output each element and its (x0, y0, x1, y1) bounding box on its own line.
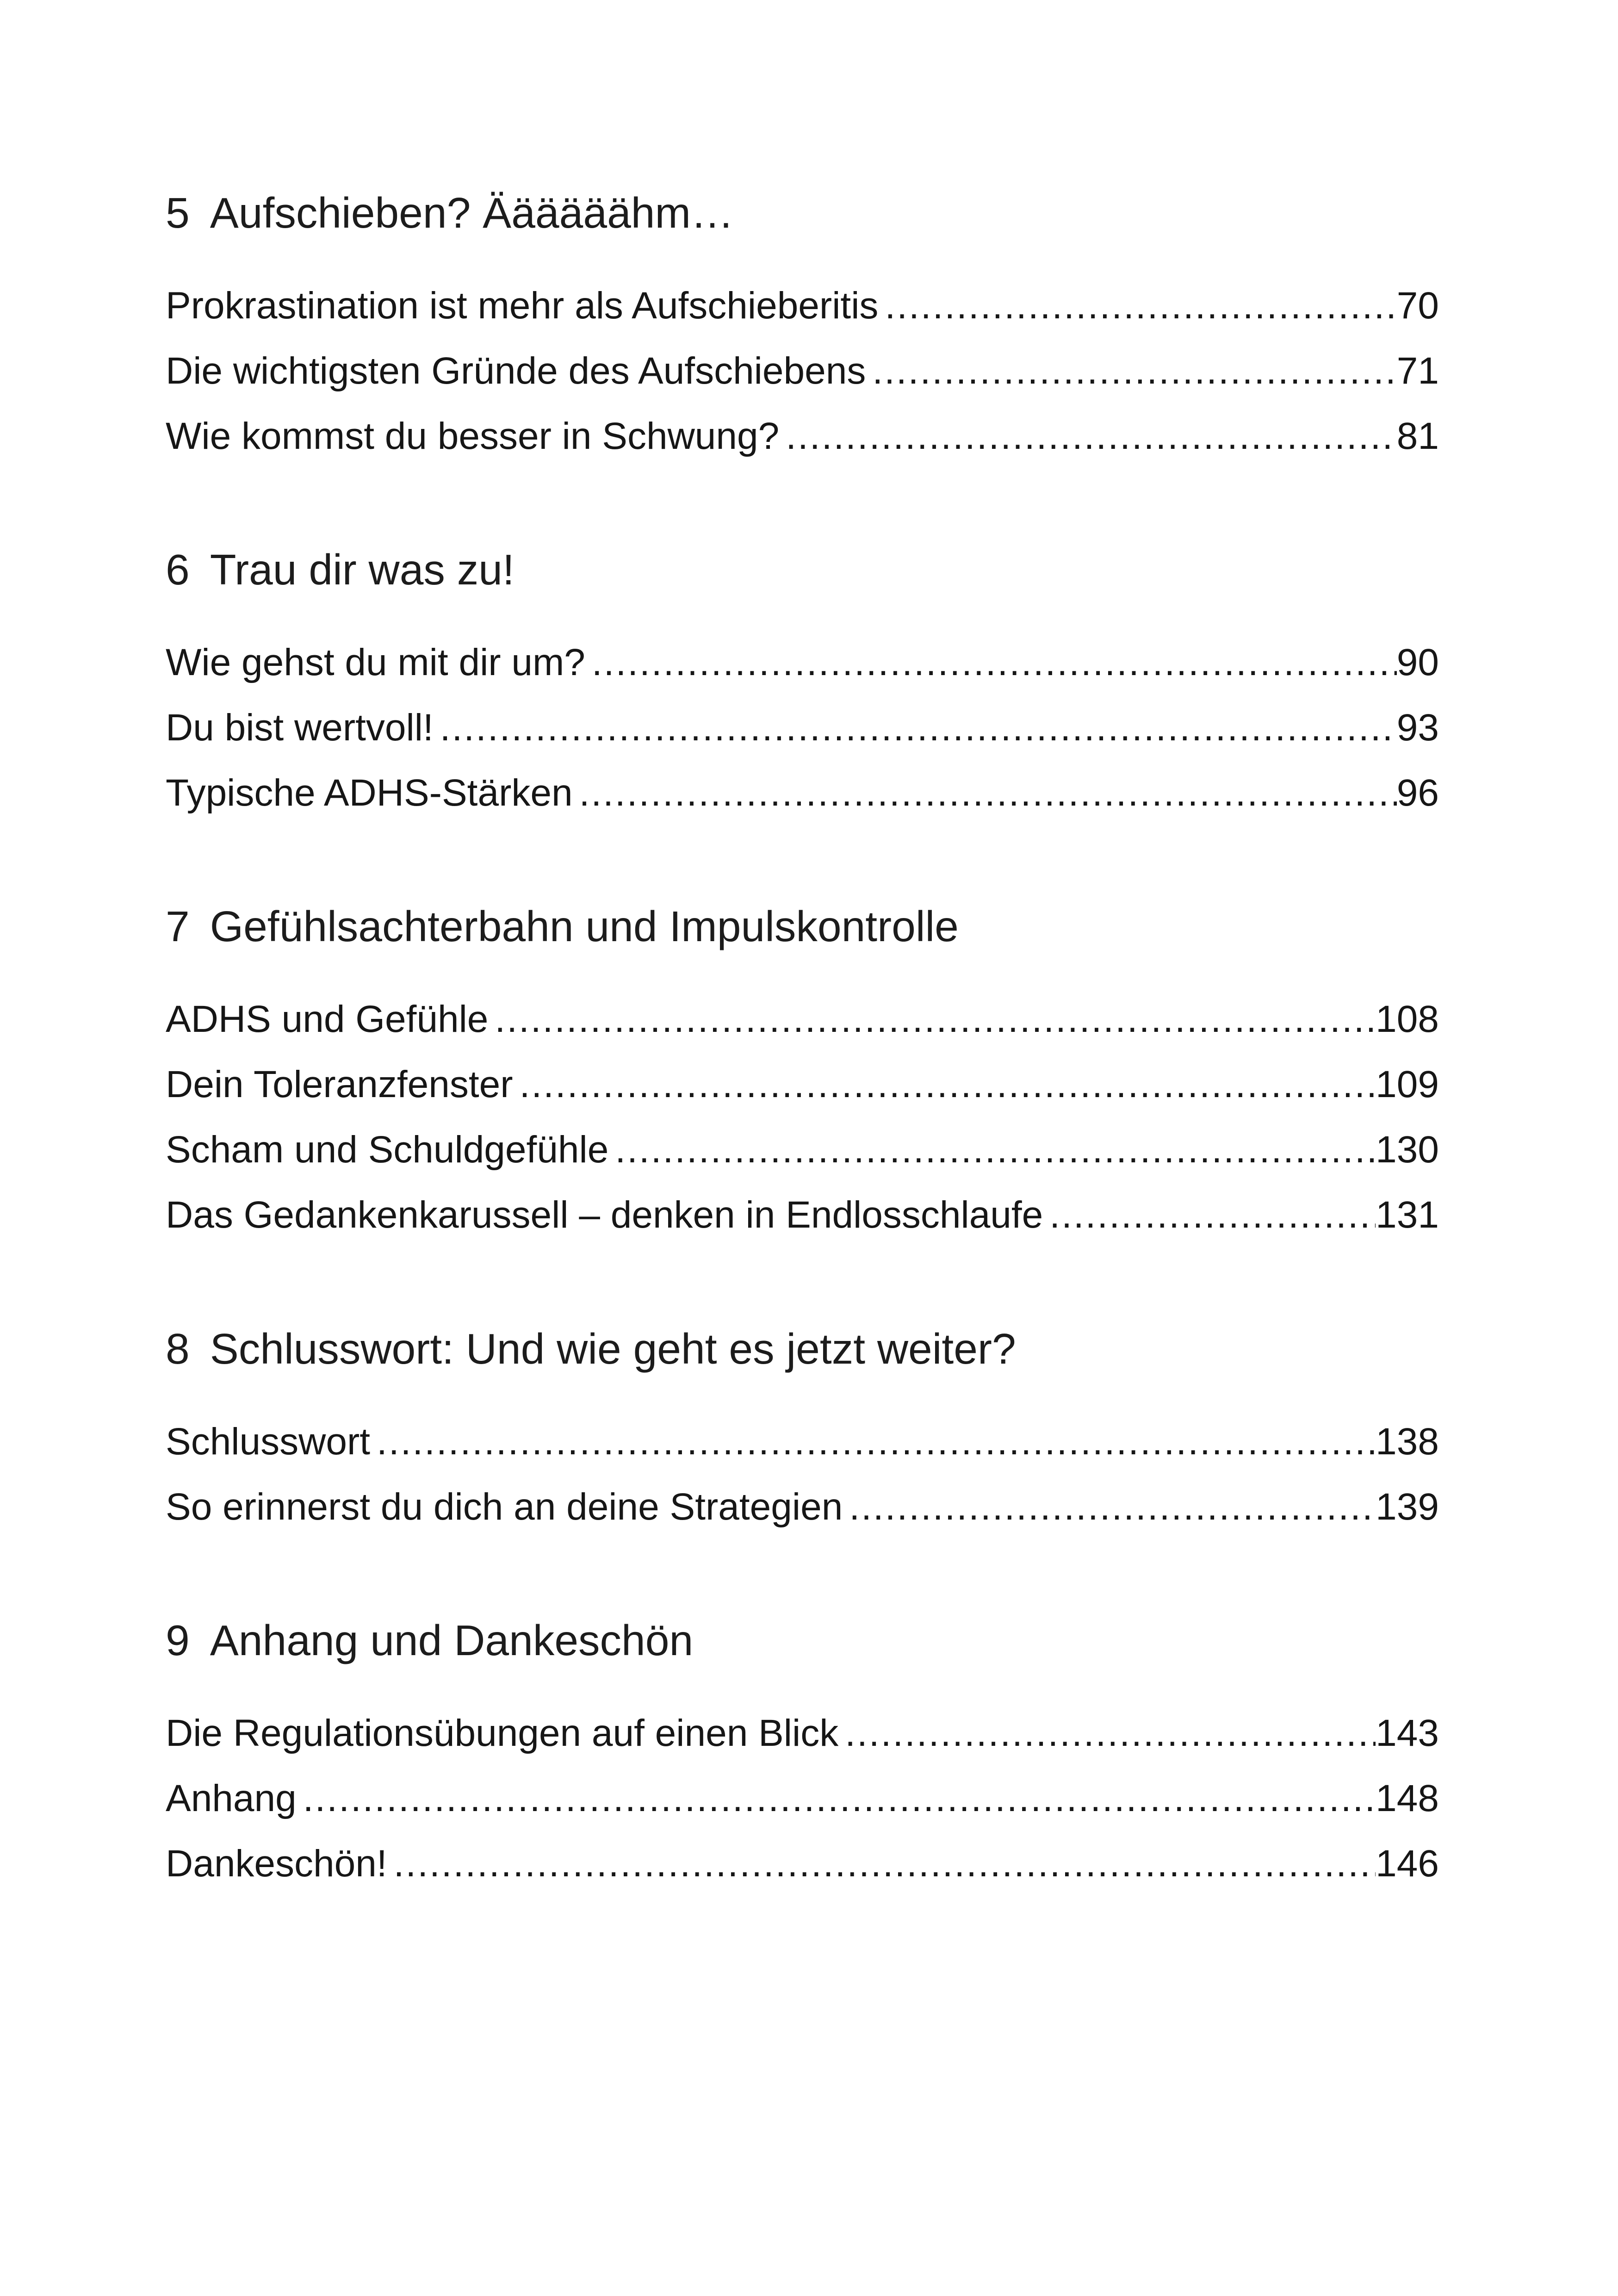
entry-label: Die Regulationsübungen auf einen Blick (166, 1712, 839, 1754)
entry-label: Dein Toleranzfenster (166, 1063, 513, 1105)
chapter-number: 8 (166, 1325, 190, 1373)
dot-leader (370, 1409, 1376, 1474)
toc-entry[interactable] (166, 1474, 1439, 1539)
entry-label: ADHS und Gefühle (166, 998, 489, 1040)
toc-entry[interactable] (166, 403, 1439, 469)
chapter-entries (166, 1409, 1439, 1539)
toc-entry[interactable] (166, 1831, 1439, 1896)
toc-entry[interactable] (166, 630, 1439, 695)
entry-label: Wie kommst du besser in Schwung? (166, 415, 780, 457)
entry-page-number: 96 (1396, 772, 1439, 814)
entry-page-number: 146 (1376, 1843, 1439, 1885)
toc-entry[interactable] (166, 1052, 1439, 1117)
toc-entry[interactable] (166, 273, 1439, 338)
entry-page-number: 93 (1396, 707, 1439, 749)
dot-leader (878, 273, 1396, 338)
dot-leader (488, 987, 1376, 1052)
chapter-title: Anhang und Dankeschön (210, 1616, 694, 1664)
dot-leader (297, 1766, 1376, 1831)
entry-page-number: 148 (1376, 1777, 1439, 1819)
dot-leader (838, 1700, 1376, 1766)
entry-page-number: 70 (1396, 285, 1439, 327)
entry-label: Das Gedankenkarussell – denken in Endlosschlaufe (166, 1194, 1043, 1236)
dot-leader (434, 695, 1397, 760)
entry-label: Wie gehst du mit dir um? (166, 641, 585, 683)
toc-entry[interactable] (166, 760, 1439, 825)
entry-page-number: 81 (1396, 415, 1439, 457)
entry-page-number: 108 (1376, 998, 1439, 1040)
entry-label: Scham und Schuldgefühle (166, 1129, 609, 1171)
dot-leader (513, 1052, 1376, 1117)
entry-label: So erinnerst du dich an deine Strategien (166, 1486, 843, 1528)
chapter-heading (166, 185, 734, 241)
dot-leader (585, 630, 1397, 695)
chapter-entries (166, 630, 1439, 825)
entry-label: Anhang (166, 1777, 297, 1819)
entry-label: Dankeschön! (166, 1843, 387, 1885)
entry-page-number: 71 (1396, 350, 1439, 392)
entry-page-number: 139 (1376, 1486, 1439, 1528)
toc-entry[interactable] (166, 1409, 1439, 1474)
chapter-number: 9 (166, 1616, 190, 1664)
toc-entry[interactable] (166, 1766, 1439, 1831)
chapter-heading (166, 542, 515, 597)
chapter-title: Aufschieben? Äääääähm… (210, 189, 734, 237)
entry-page-number: 109 (1376, 1063, 1439, 1105)
chapter-number: 7 (166, 902, 190, 950)
chapter-title: Gefühlsachterbahn und Impulskontrolle (210, 902, 959, 950)
dot-leader (1043, 1182, 1376, 1247)
chapter-title: Schlusswort: Und wie geht es jetzt weiter? (210, 1325, 1016, 1373)
chapter-entries (166, 273, 1439, 469)
toc-entry[interactable] (166, 1117, 1439, 1182)
dot-leader (608, 1117, 1376, 1182)
entry-label: Schlusswort (166, 1421, 371, 1463)
entry-label: Prokrastination ist mehr als Aufschieberitis (166, 285, 879, 327)
entry-label: Typische ADHS-Stärken (166, 772, 573, 814)
dot-leader (573, 760, 1397, 825)
entry-page-number: 90 (1396, 641, 1439, 683)
toc-entry[interactable] (166, 338, 1439, 403)
chapter-entries (166, 987, 1439, 1247)
chapter-heading (166, 899, 959, 954)
toc-entry[interactable] (166, 1700, 1439, 1766)
chapter-title: Trau dir was zu! (210, 546, 515, 594)
dot-leader (387, 1831, 1376, 1896)
chapter-heading (166, 1613, 693, 1668)
chapter-number: 5 (166, 189, 190, 237)
entry-page-number: 138 (1376, 1421, 1439, 1463)
toc-entry[interactable] (166, 695, 1439, 760)
toc-entry[interactable] (166, 987, 1439, 1052)
dot-leader (843, 1474, 1376, 1539)
chapter-heading (166, 1321, 1016, 1377)
entry-label: Die wichtigsten Gründe des Aufschiebens (166, 350, 866, 392)
dot-leader (779, 403, 1397, 469)
entry-label: Du bist wertvoll! (166, 707, 434, 749)
chapter-number: 6 (166, 546, 190, 594)
dot-leader (866, 338, 1396, 403)
entry-page-number: 143 (1376, 1712, 1439, 1754)
chapter-entries (166, 1700, 1439, 1896)
toc-entry[interactable] (166, 1182, 1439, 1247)
entry-page-number: 130 (1376, 1129, 1439, 1171)
entry-page-number: 131 (1376, 1194, 1439, 1236)
